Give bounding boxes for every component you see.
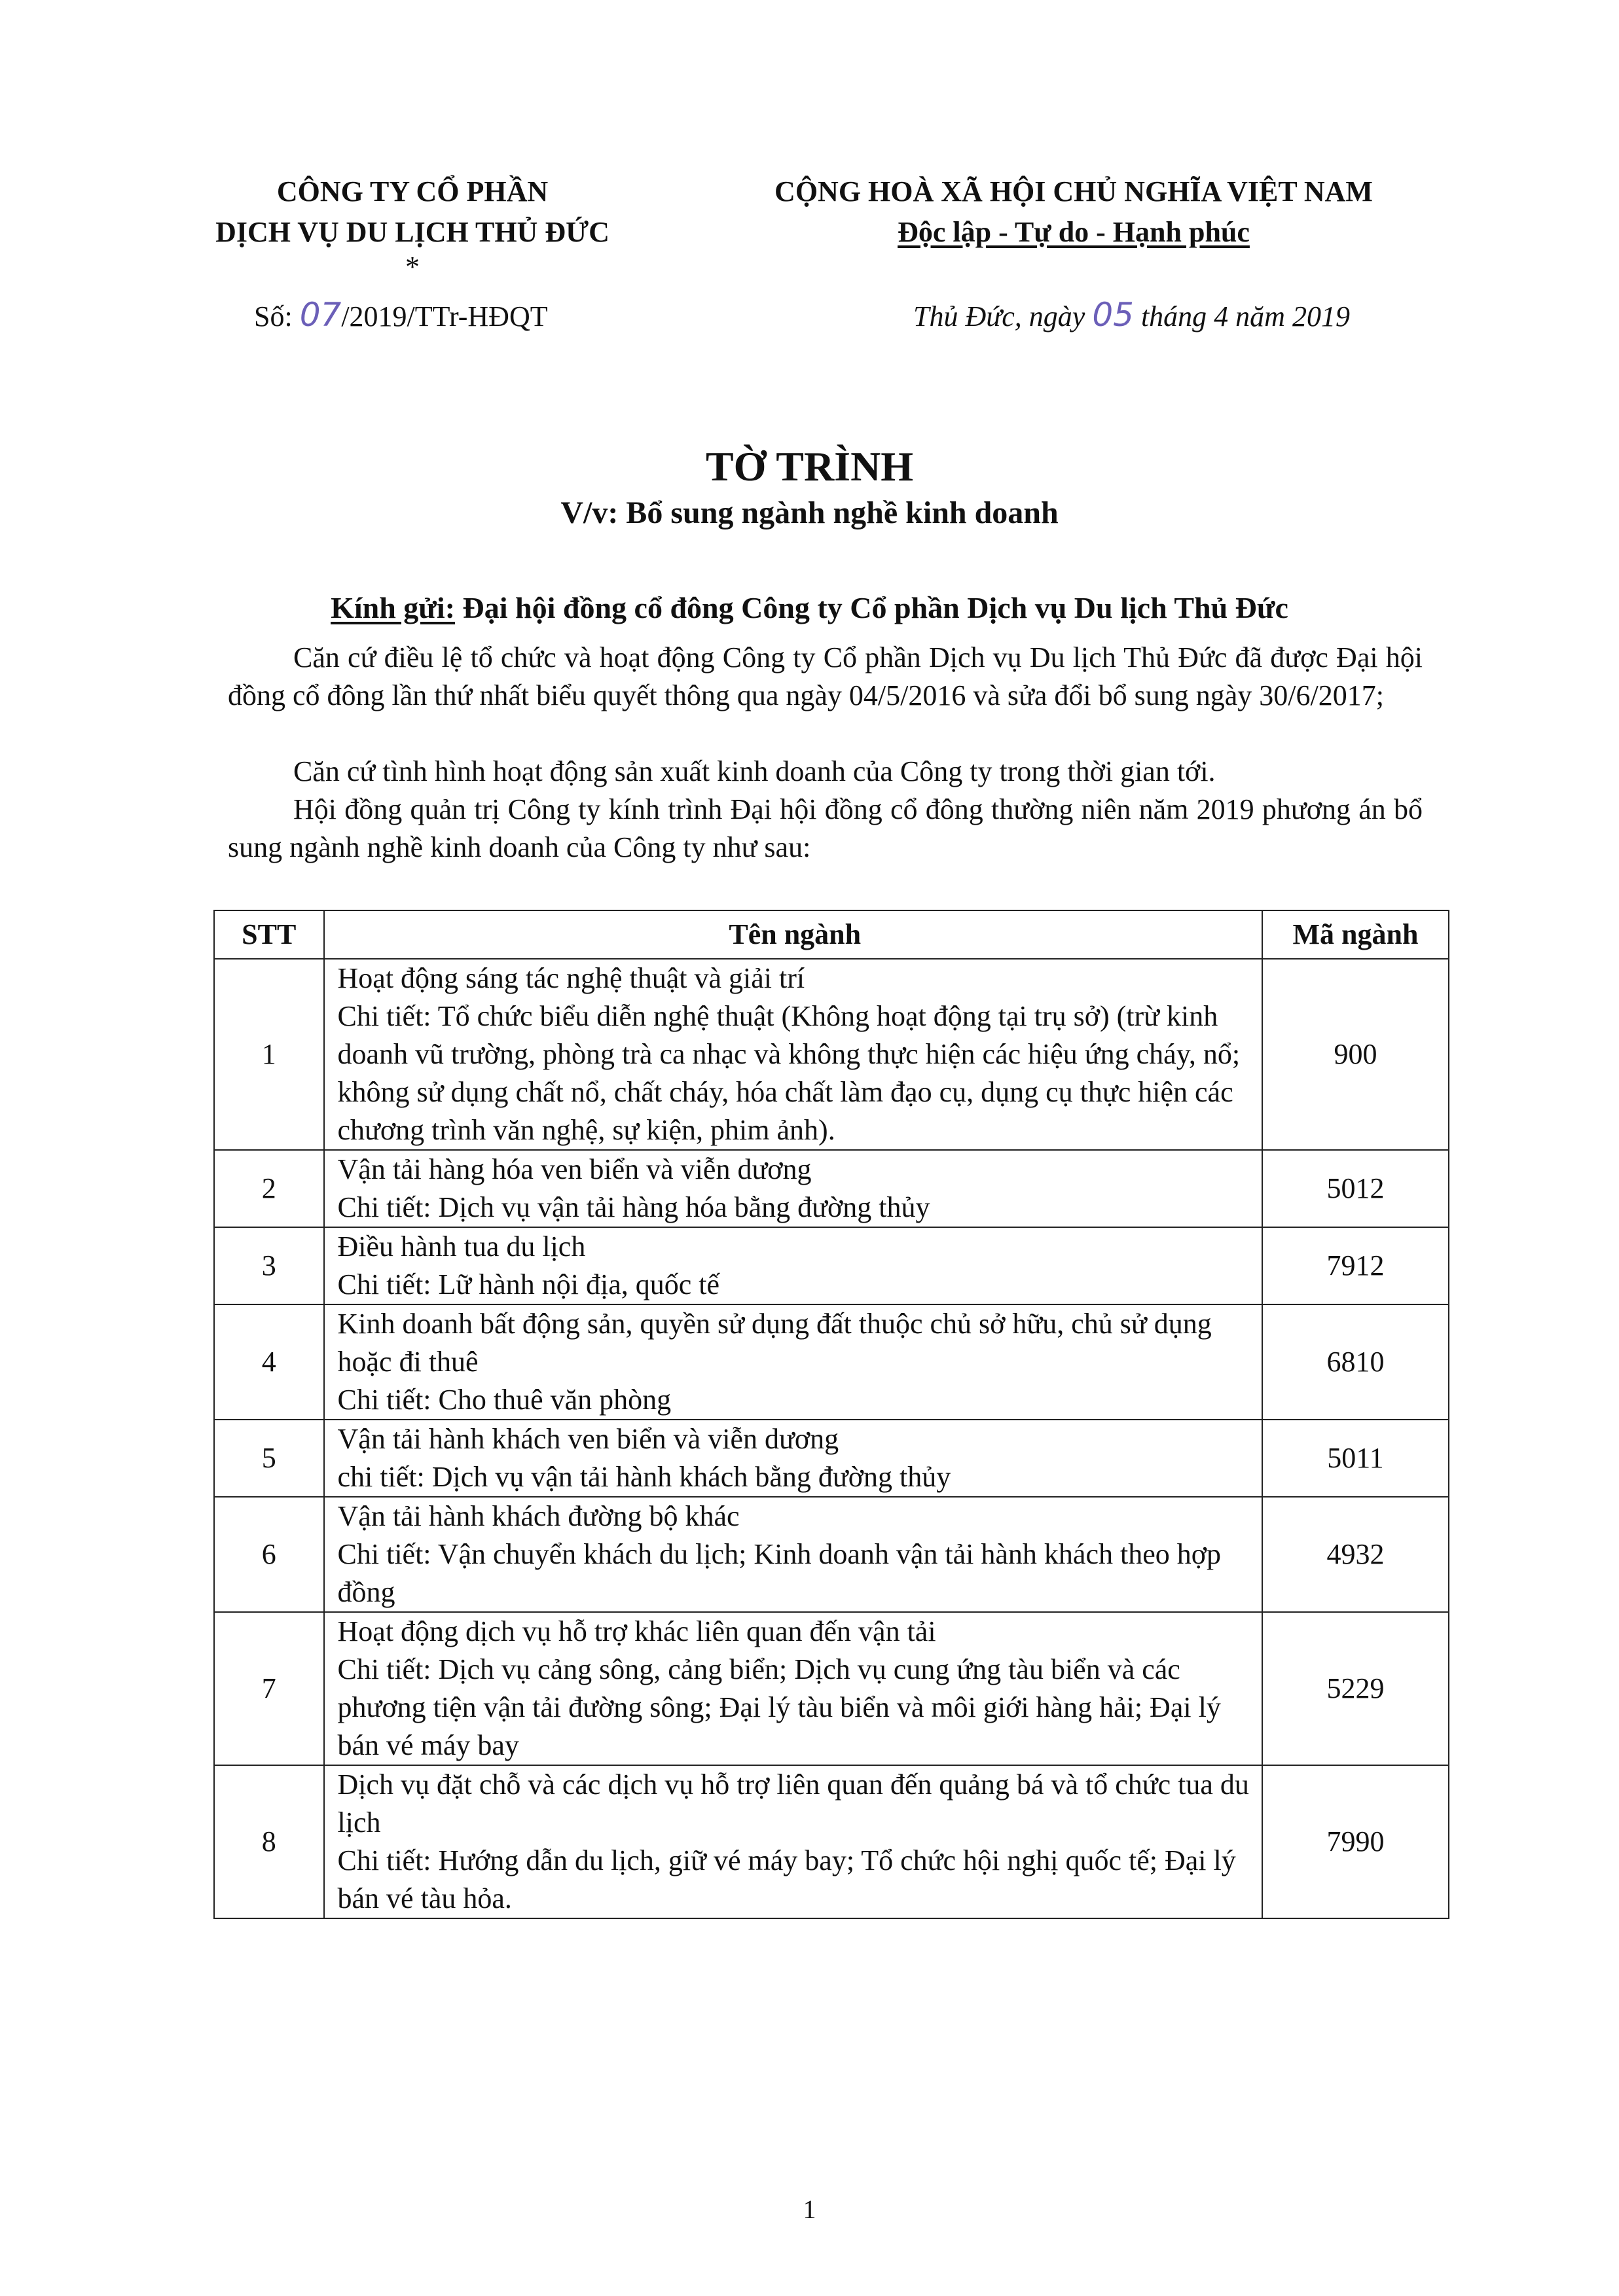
row-name [324,1227,1262,1304]
header-name: Tên ngành [324,910,1262,959]
row-title: Dịch vụ đặt chỗ và các dịch vụ hỗ trợ liên quan đến quảng bá và tổ chức tua du lịch [337,1768,1249,1839]
row-stt: 7 [214,1612,324,1765]
number-suffix: /2019/TTr-HĐQT [341,300,548,332]
table-row [214,959,1449,1150]
row-detail: Chi tiết: Hướng dẫn du lịch, giữ vé máy bay; Tổ chức hội nghị quốc tế; Đại lý bán vé tàu hỏa. [337,1844,1236,1914]
paragraph-2: Căn cứ tình hình hoạt động sản xuất kinh doanh của Công ty trong thời gian tới. [293,755,1216,787]
motto: Độc lập - Tự do - Hạnh phúc [898,216,1250,248]
paragraph-1: Căn cứ điều lệ tổ chức và hoạt động Công ty Cổ phần Dịch vụ Du lịch Thủ Đức đã được Đại hội đồng cổ đông lần thứ nhất biểu quyết thông qua ngày 04/5/2016 và sửa đổi bổ sung ngày 30/6/2017; [228,641,1423,711]
row-code: 6810 [1262,1304,1449,1420]
document-number [254,296,548,334]
row-title: Hoạt động sáng tác nghệ thuật và giải trí [337,962,805,994]
document-date [913,296,1350,334]
page-number: 1 [803,2195,816,2224]
row-title: Vận tải hàng hóa ven biển và viễn dương [337,1153,812,1185]
row-detail: chi tiết: Dịch vụ vận tải hành khách bằng đường thủy [337,1461,951,1493]
row-stt: 3 [214,1227,324,1304]
row-name [324,1150,1262,1227]
row-code: 5012 [1262,1150,1449,1227]
row-title: Vận tải hành khách đường bộ khác [337,1500,740,1532]
row-code: 900 [1262,959,1449,1150]
row-code: 4932 [1262,1497,1449,1612]
row-detail: Chi tiết: Dịch vụ cảng sông, cảng biển; Dịch vụ cung ứng tàu biển và các phương tiện vận tải đường sông; Đại lý tàu biển và môi giới hàng hải; Đại lý bán vé máy bay [337,1653,1221,1761]
table-row [214,1612,1449,1765]
row-detail: Chi tiết: Tổ chức biểu diễn nghệ thuật (Không hoạt động tại trụ sở) (trừ kinh doanh vũ trường, phòng trà ca nhạc và không thực hiện các hiệu ứng cháy, nổ; không sử dụng chất nổ, chất cháy, hóa chất làm đạo cụ, dụng cụ thực hiện các chương trình văn nghệ, sự kiện, phim ảnh). [337,1000,1241,1146]
recipient-line [0,590,1619,625]
company-name-line2: DỊCH VỤ DU LỊCH THỦ ĐỨC [215,216,609,248]
row-name [324,959,1262,1150]
paragraph-3: Hội đồng quản trị Công ty kính trình Đại hội đồng cổ đông thường niên năm 2019 phương án bổ sung ngành nghề kinh doanh của Công ty như sau: [228,793,1423,863]
row-code: 5229 [1262,1612,1449,1765]
row-code: 5011 [1262,1420,1449,1497]
number-prefix: Số: [254,300,293,332]
nation-name: CỘNG HOÀ XÃ HỘI CHỦ NGHĨA VIỆT NAM [774,175,1373,207]
table-row [214,1150,1449,1227]
row-title: Điều hành tua du lịch [337,1230,586,1263]
business-lines-table [213,910,1449,1919]
table-row [214,1304,1449,1420]
row-detail: Chi tiết: Cho thuê văn phòng [337,1384,672,1416]
recipient-text: Đại hội đồng cổ đông Công ty Cổ phần Dịch vụ Du lịch Thủ Đức [462,591,1288,624]
row-detail: Chi tiết: Lữ hành nội địa, quốc tế [337,1268,720,1300]
table-row [214,1227,1449,1304]
row-name [324,1497,1262,1612]
row-stt: 8 [214,1765,324,1918]
row-detail: Chi tiết: Vận chuyển khách du lịch; Kinh doanh vận tải hành khách theo hợp đồng [337,1538,1222,1608]
row-title: Vận tải hành khách ven biển và viễn dương [337,1423,839,1455]
row-name [324,1612,1262,1765]
nation-header [714,171,1434,253]
table-row [214,1497,1449,1612]
handwritten-number: 07 [299,296,342,334]
document-title: TỜ TRÌNH [705,443,914,490]
row-name [324,1420,1262,1497]
row-stt: 1 [214,959,324,1150]
row-stt: 2 [214,1150,324,1227]
row-title: Hoạt động dịch vụ hỗ trợ khác liên quan đến vận tải [337,1615,936,1647]
header-star: * [405,251,420,283]
row-code: 7990 [1262,1765,1449,1918]
row-name [324,1304,1262,1420]
company-header [131,171,694,253]
row-stt: 4 [214,1304,324,1420]
row-stt: 5 [214,1420,324,1497]
handwritten-day: 05 [1092,296,1134,334]
row-stt: 6 [214,1497,324,1612]
company-name-line1: CÔNG TY CỔ PHẦN [276,175,549,207]
date-prefix: Thủ Đức, ngày [913,300,1085,332]
table-header-row [214,910,1449,959]
table-row [214,1765,1449,1918]
row-code: 7912 [1262,1227,1449,1304]
document-subtitle: V/v: Bổ sung ngành nghề kinh doanh [560,495,1059,530]
recipient-label: Kính gửi: [331,591,456,624]
header-code: Mã ngành [1262,910,1449,959]
header-stt: STT [214,910,324,959]
table-row [214,1420,1449,1497]
date-suffix: tháng 4 năm 2019 [1140,300,1350,332]
row-name [324,1765,1262,1918]
row-detail: Chi tiết: Dịch vụ vận tải hàng hóa bằng đường thủy [337,1191,930,1223]
row-title: Kinh doanh bất động sản, quyền sử dụng đất thuộc chủ sở hữu, chủ sử dụng hoặc đi thuê [337,1308,1212,1378]
